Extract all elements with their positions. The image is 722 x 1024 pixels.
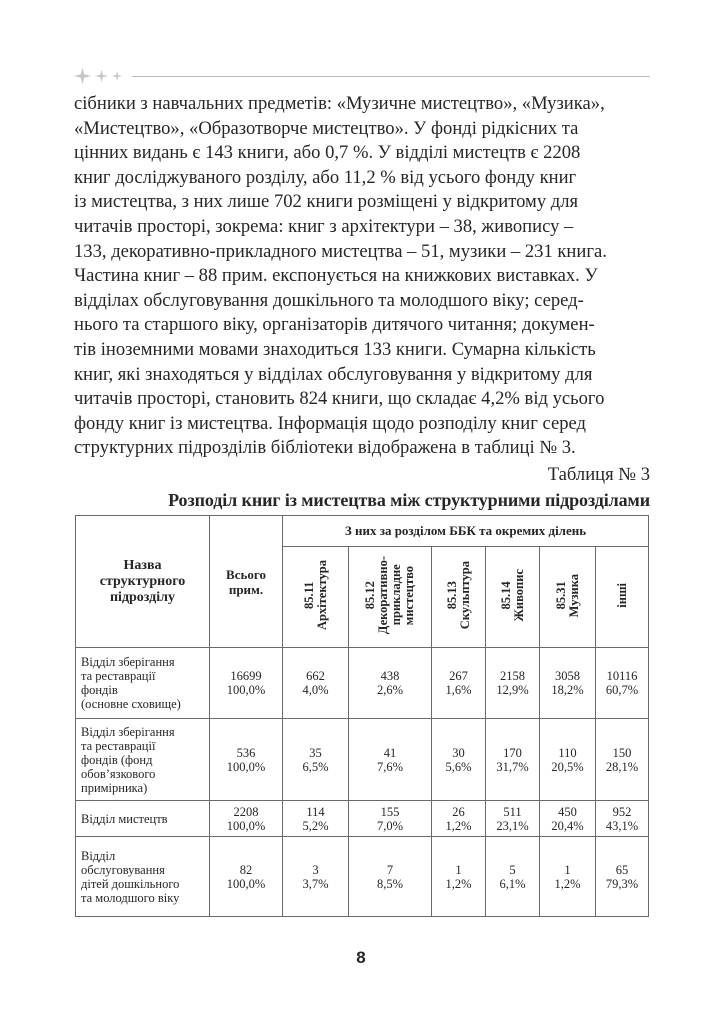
row-name-line: фондів	[81, 683, 118, 697]
header-col-other	[596, 547, 649, 648]
cell-total	[210, 719, 283, 801]
cell-value	[349, 719, 432, 801]
cell-count: 155	[380, 804, 400, 819]
cell-percent: 18,2%	[551, 683, 584, 697]
row-name-line: дітей дошкільного	[81, 876, 180, 891]
cell-count: 3	[312, 862, 319, 877]
cell-percent: 7,6%	[376, 759, 404, 774]
cell-percent: 20,5%	[551, 759, 584, 774]
header-col-music	[540, 547, 596, 648]
cell-percent: 100,0%	[226, 759, 266, 774]
cell-percent: 23,1%	[496, 818, 529, 833]
cell-percent: 6,5%	[302, 759, 329, 774]
cell-count: 65	[615, 862, 629, 877]
cell-value	[432, 719, 486, 801]
header-divider	[132, 76, 650, 77]
header-col-sculpture	[432, 547, 486, 648]
cell-count: 2158	[500, 669, 525, 683]
header-col-label: інші	[614, 583, 629, 608]
cell-percent: 100,0%	[226, 683, 266, 697]
row-name-line: обов’язкового	[81, 766, 156, 781]
cell-value	[540, 648, 596, 719]
cell-value	[486, 801, 540, 837]
cell-percent: 20,4%	[551, 818, 584, 833]
row-name-line: обслуговування	[81, 862, 165, 877]
row-name-line: та реставрації	[81, 669, 156, 683]
cell-percent: 4,0%	[302, 683, 329, 697]
header-col-label: 85.11 Архітектура	[301, 560, 329, 631]
cell-percent: 1,2%	[554, 876, 581, 891]
medium-star-icon	[95, 70, 108, 83]
table-title: Розподіл книг із мистецтва між структурними підрозділами	[168, 490, 650, 510]
row-name-line: фондів (фонд	[81, 752, 153, 767]
cell-value	[596, 837, 649, 917]
cell-value	[540, 837, 596, 917]
cell-count: 114	[306, 804, 325, 819]
row-name-line: (основне сховище)	[81, 697, 181, 711]
cell-value	[540, 801, 596, 837]
cell-count: 536	[236, 745, 256, 760]
text-line: читачів просторі, зокрема: книг з архітектури – 38, живопису –	[74, 215, 574, 237]
cell-value	[596, 648, 649, 719]
cell-count: 82	[239, 862, 253, 877]
cell-percent: 43,1%	[605, 818, 639, 833]
cell-value	[596, 719, 649, 801]
row-name-line: примірника)	[81, 780, 148, 795]
cell-count: 7	[386, 862, 394, 877]
row-unit-name	[76, 837, 210, 917]
cell-percent: 7,0%	[376, 818, 404, 833]
cell-total	[210, 837, 283, 917]
cell-value	[349, 837, 432, 917]
text-line: сібники з навчальних предметів: «Музичне мистецтво», «Музика»,	[74, 93, 605, 114]
cell-count: 3058	[555, 669, 580, 683]
small-star-icon	[112, 71, 122, 81]
cell-count: 110	[558, 745, 577, 760]
cell-percent: 8,5%	[376, 876, 404, 891]
header-col-label: 85.13 Скульптура	[444, 561, 472, 630]
cell-percent: 2,6%	[376, 683, 404, 697]
cell-total	[210, 648, 283, 719]
cell-count: 41	[383, 745, 397, 760]
header-total: Всього прим.	[210, 516, 283, 648]
text-line: Частина книг – 88 прим. експонується на книжкових виставках. У	[74, 265, 598, 287]
header-unit-name: Назва структурного підрозділу	[76, 516, 210, 648]
row-unit-name	[76, 719, 210, 801]
cell-value	[432, 801, 486, 837]
row-name-line: Відділ мистецтв	[81, 811, 168, 826]
cell-count: 26	[452, 804, 465, 819]
header-group-bbk: З них за розділом ББК та окремих ділень	[283, 516, 649, 547]
cell-count: 16699	[230, 669, 262, 683]
table-row	[76, 719, 649, 801]
cell-percent: 12,9%	[496, 683, 529, 697]
cell-percent: 1,2%	[445, 818, 472, 833]
cell-count: 150	[612, 745, 632, 760]
text-line: читачів просторі, становить 824 книги, що складає 4,2% від усього	[74, 388, 605, 410]
cell-percent: 5,2%	[302, 818, 329, 833]
row-unit-name	[76, 648, 210, 719]
cell-count: 267	[449, 669, 468, 683]
text-line: книг досліджуваного розділу, або 11,2 % від усього фонду книг	[74, 166, 577, 188]
cell-value	[283, 648, 349, 719]
table-number-label: Таблиця № 3	[547, 464, 650, 485]
text-line: нього та старшого віку, організаторів дитячого читання; докумен-	[74, 314, 595, 336]
header-col-architecture	[283, 547, 349, 648]
header-col-label: 85.12 Декоративно- прикладне мистецтво	[363, 556, 416, 635]
cell-count: 1	[564, 862, 571, 877]
cell-percent: 1,2%	[445, 876, 472, 891]
cell-percent: 28,1%	[605, 759, 639, 774]
text-line: фонду книг із мистецтва. Інформація щодо розподілу книг серед	[74, 412, 586, 434]
text-line: «Мистецтво», «Образотворче мистецтво». У фонді рідкісних та	[74, 117, 579, 139]
page-number: 8	[356, 948, 366, 967]
cell-percent: 100,0%	[226, 818, 266, 833]
cell-count: 1	[455, 862, 462, 877]
cell-count: 662	[306, 669, 325, 683]
text-line: книг, які знаходяться у відділах обслуговування у відкритому для	[74, 363, 593, 385]
text-line: відділах обслуговування дошкільного та молодшого віку; серед-	[74, 289, 584, 311]
cell-value	[540, 719, 596, 801]
row-name-line: та молодшого віку	[81, 890, 180, 905]
cell-value	[349, 648, 432, 719]
cell-count: 450	[558, 804, 577, 819]
cell-value	[486, 837, 540, 917]
text-line: структурних підрозділів бібліотеки відображена в таблиці № 3.	[74, 437, 576, 459]
text-line: 133, декоративно-прикладного мистецтва – 51, музики – 231 книга.	[74, 240, 607, 262]
cell-count: 2208	[233, 804, 259, 819]
header-col-decorative	[349, 547, 432, 648]
body-paragraph	[74, 92, 650, 461]
cell-value	[432, 837, 486, 917]
cell-percent: 5,6%	[445, 759, 472, 774]
header-col-label: 85.14 Живопис	[498, 569, 526, 622]
text-line: цінних видань є 143 книги, або 0,7 %. У відділі мистецтв є 2208	[74, 142, 581, 164]
cell-percent: 60,7%	[605, 683, 639, 697]
cell-percent: 79,3%	[605, 876, 639, 891]
cell-count: 511	[503, 804, 522, 819]
row-unit-name	[76, 801, 210, 837]
header-col-label: 85.31 Музика	[553, 573, 581, 618]
cell-percent: 31,7%	[496, 759, 529, 774]
cell-percent: 1,6%	[445, 683, 472, 697]
header-col-painting	[486, 547, 540, 648]
row-name-line: та реставрації	[81, 738, 156, 753]
cell-total	[210, 801, 283, 837]
row-name-line: Відділ зберігання	[81, 724, 175, 739]
row-name-line: Відділ	[81, 848, 116, 863]
cell-value	[432, 648, 486, 719]
row-name-line: Відділ зберігання	[81, 655, 175, 669]
cell-count: 10116	[606, 669, 638, 683]
cell-value	[349, 801, 432, 837]
cell-value	[283, 837, 349, 917]
text-line: із мистецтва, з них лише 702 книги розміщені у відкритому для	[74, 191, 579, 213]
table-row	[76, 837, 649, 917]
table-row	[76, 801, 649, 837]
large-star-icon	[74, 68, 91, 85]
cell-value	[596, 801, 649, 837]
table-row	[76, 648, 649, 719]
cell-count: 170	[503, 745, 522, 760]
cell-count: 35	[309, 745, 322, 760]
cell-value	[486, 719, 540, 801]
cell-percent: 100,0%	[226, 876, 266, 891]
cell-value	[283, 719, 349, 801]
text-line: тів іноземними мовами знаходиться 133 книги. Сумарна кількість	[74, 338, 596, 360]
cell-value	[283, 801, 349, 837]
cell-value	[486, 648, 540, 719]
distribution-table	[75, 515, 649, 917]
cell-count: 438	[380, 669, 400, 683]
cell-count: 30	[452, 745, 465, 760]
cell-percent: 6,1%	[499, 876, 526, 891]
page-header-ornament	[74, 64, 650, 88]
cell-percent: 3,7%	[302, 876, 329, 891]
cell-count: 5	[509, 862, 516, 877]
cell-count: 952	[612, 804, 632, 819]
sparkle-stars-icon	[74, 64, 122, 88]
